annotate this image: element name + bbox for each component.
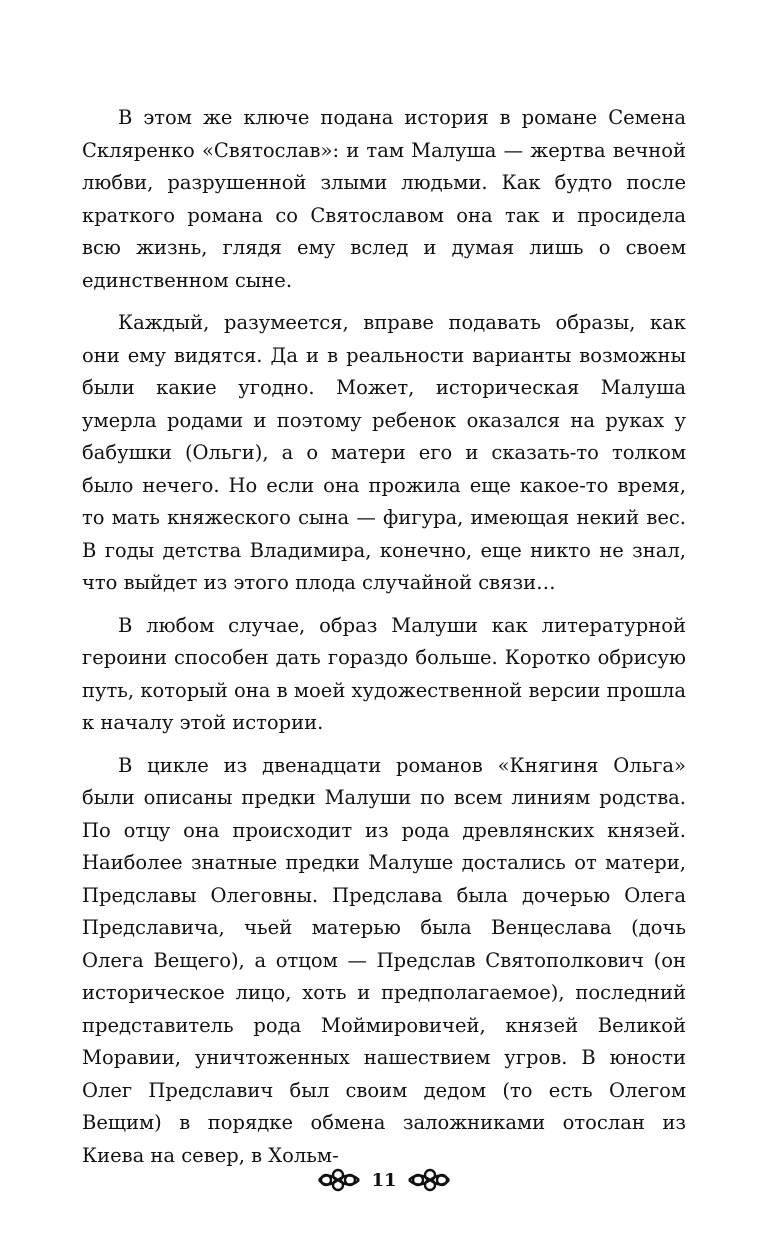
left-knot-ornament-icon: [317, 1167, 361, 1193]
paragraph-4: В цикле из двенадцати романов «Княгиня Ольга» были описаны предки Малуши по всем линиям родства. По отцу она происходит из рода древлянских князей. Наиболее знатные предки Малуше достались от матери, Предславы Олеговны. Предслава была дочерью Олега Предславича, чьей матерью была Венцеслава (дочь Олега Вещего), а отцом — Предслав Святополкович (он историческое лицо, хоть и предполагаемое), последний представитель рода Моймировичей, князей Великой Моравии, уничтоженных нашествием угров. В юности Олег Предславич был своим дедом (то есть Олегом Вещим) в порядке обмена заложниками отослан из Киева на север, в Хольм-: [82, 753, 686, 1167]
paragraph-2: Каждый, разумеется, вправе подавать образы, как они ему видятся. Да и в реальности варианты возможны были какие угодно. Может, историческая Малуша умерла родами и поэтому ребенок оказался на руках у бабушки (Ольги), а о матери его и сказать-то толком было нечего. Но если она прожила еще какое-то время, то мать княжеского сына — фигура, имеющая некий вес. В годы детства Владимира, конечно, еще никто не знал, что выйдет из этого плода случайной связи…: [82, 311, 686, 594]
paragraph-1: В этом же ключе подана история в романе Семена Скляренко «Святослав»: и там Малуша — жертва вечной любви, разрушенной злыми людьми. Как будто после краткого романа со Святославом она так и просидела всю жизнь, глядя ему вслед и думая лишь о своем единственном сыне.: [82, 106, 686, 292]
paragraph-3: В любом случае, образ Малуши как литературной героини способен дать гораздо больше. Коротко обрисую путь, который она в моей художественной версии прошла к началу этой истории.: [82, 613, 686, 734]
page-number: 11: [371, 1169, 397, 1191]
body-text: [82, 102, 686, 1182]
right-knot-ornament-icon: [407, 1167, 451, 1193]
page-footer: [0, 1160, 768, 1200]
